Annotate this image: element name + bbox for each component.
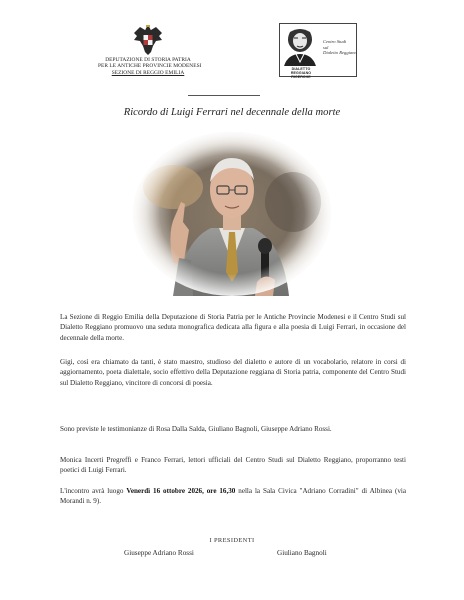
readers-paragraph: Monica Incerti Pregreffi e Franco Ferrari, lettori ufficiali del Centro Studi sul Dialetto Reggiano, proporranno testi poetici di Luigi Ferrari. (60, 456, 406, 475)
org-name-line-2: PER LE ANTICHE PROVINCIE MODENESI (98, 63, 202, 70)
caption-line-2: RICERCHE (291, 75, 311, 79)
centro-name-line-3: Dialetto Reggiano (323, 50, 357, 56)
eagle-crest-icon (131, 24, 165, 56)
intro-paragraph: La Sezione di Reggio Emilia della Deputazione di Storia Patria per le Antiche Provincie Modenesi e il Centro Studi sul Dialetto Reggiano promuovo una seduta monografica dedicata alla figura e alla poesia di Luigi Ferrari, in occasione del decennale della morte. (60, 313, 406, 342)
org-name-line-1: DEPUTAZIONE DI STORIA PATRIA (105, 57, 191, 63)
centro-studi-logo (279, 23, 359, 79)
deputazione-logo (98, 24, 202, 76)
event-prefix: L'incontro avrà luogo (60, 487, 127, 495)
signature-name-1: Giuseppe Adriano Rossi (124, 549, 194, 557)
divider-line (188, 95, 260, 96)
centro-studi-caption (281, 67, 321, 79)
caption-line-1: DIALETTO REGGIANO (290, 67, 312, 75)
centro-studi-name (323, 39, 357, 56)
signature-name-2: Giuliano Bagnoli (277, 549, 327, 557)
centro-name-line-2: sul (323, 44, 329, 50)
org-section-line: SEZIONE DI REGGIO EMILIA (111, 69, 185, 76)
event-location: nella la Sala Civica "Adriano Corradini" di Albinea (via Morandi n. 9). (60, 487, 407, 506)
portrait-engraving-icon (282, 26, 318, 66)
event-date: Venerdì 16 ottobre 2026, ore 16,30 (126, 487, 236, 495)
event-details-paragraph (60, 486, 406, 507)
biography-paragraph: Gigi, così era chiamato da tanti, è stato maestro, studioso del dialetto e autore di un vocabolario, relatore in corsi di aggiornamento, poeta dialettale, socio effettivo della Deputazione reggiana di Storia patria, componente del Centro Studi sul Dialetto Reggiano, vincitore di concorsi di poesia. (60, 358, 406, 387)
speaker-photo (133, 132, 331, 296)
page-title: Ricordo di Luigi Ferrari nel decennale della morte (123, 107, 341, 118)
testimonials-paragraph: Sono previste le testimonianze di Rosa Dalla Salda, Giuliano Bagnoli, Giuseppe Adriano Rossi. (60, 425, 332, 433)
signatures-heading: I PRESIDENTI (209, 537, 255, 544)
centro-name-line-1: Centro Studi (323, 39, 347, 44)
